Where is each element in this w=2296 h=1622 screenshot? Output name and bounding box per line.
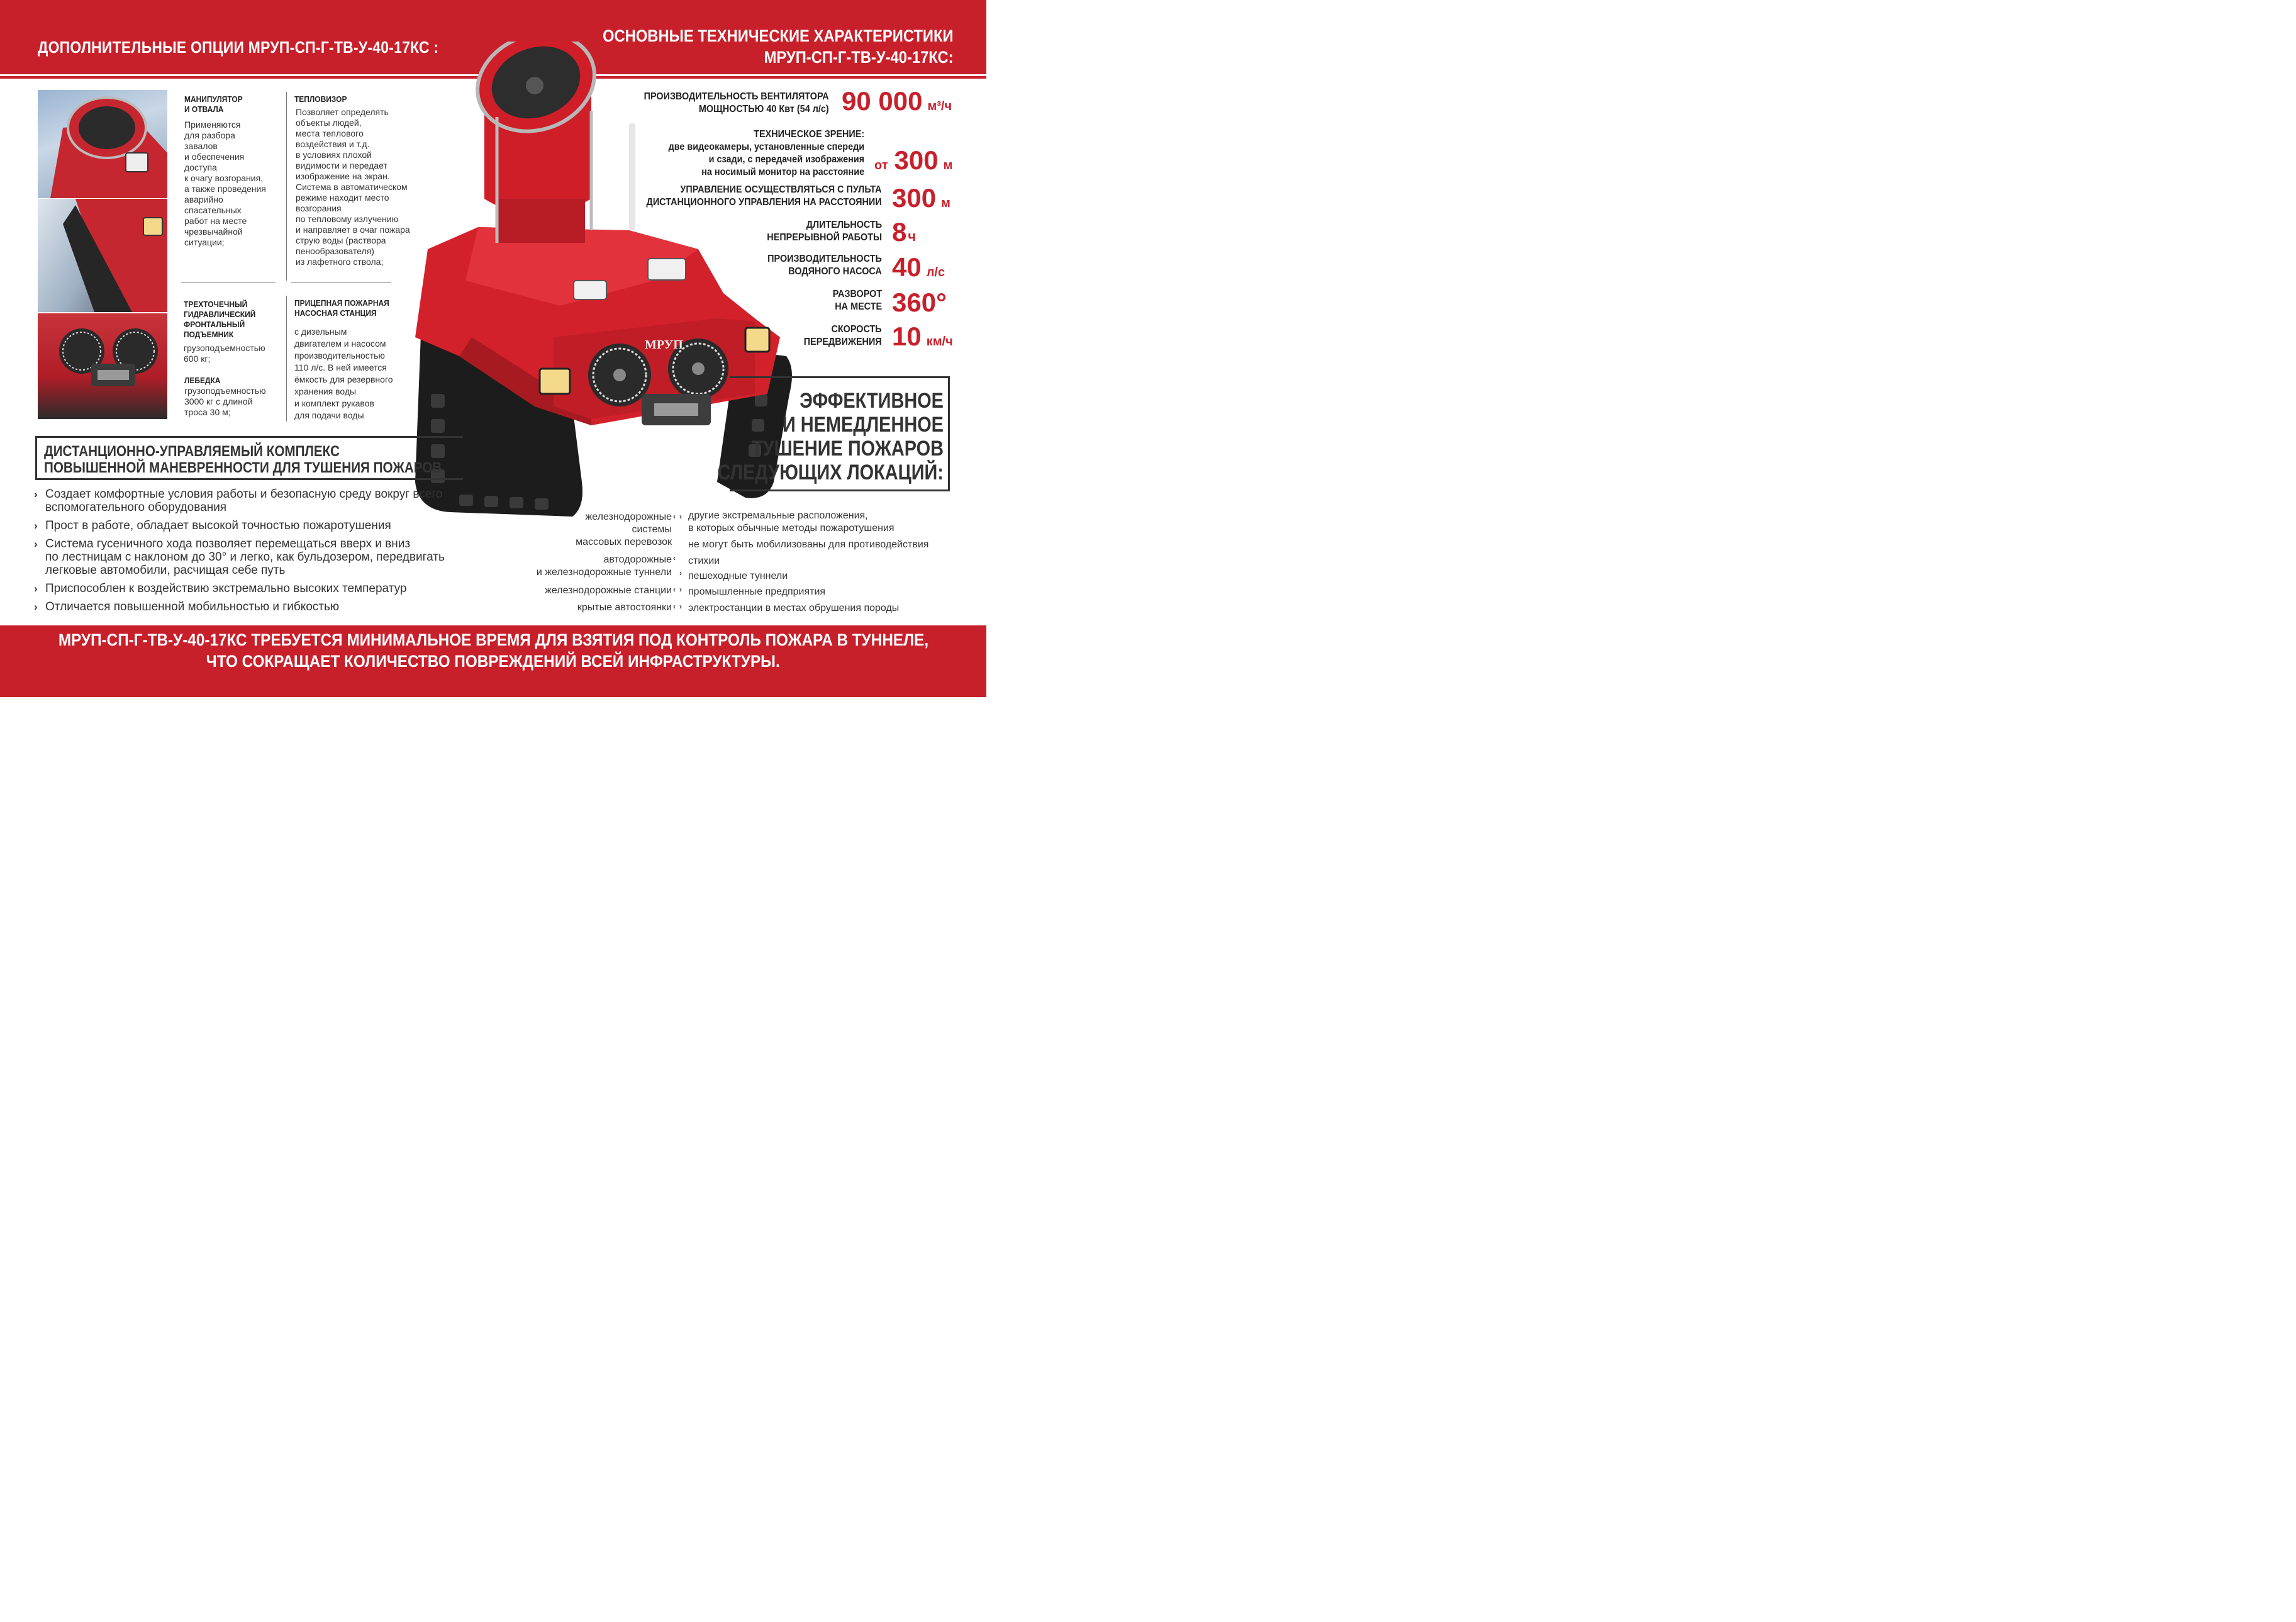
spec-vision-value [874,147,952,179]
lift-line: грузоподъемностью [184,343,265,353]
chevron-left-icon: ‹ [673,554,676,562]
spec-speed-label-line1: СКОРОСТЬ [831,324,882,335]
spec-duration-label-line2: НЕПРЕРЫВНОЙ РАБОТЫ [767,232,882,243]
location-industrial: промышленные предприятия [688,586,826,597]
thermal-title: ТЕПЛОВИЗОР [294,94,347,104]
spec-turn-label [833,288,882,313]
options-divider-vertical-top [286,92,287,281]
spec-pump-label [767,253,882,278]
location-power-plants: электростанции в местах обрушения породы [688,603,900,613]
thermal-line: режиме находит место [296,193,389,203]
manipulator-line: завалов [184,141,218,151]
location-extreme [688,510,928,568]
thermal-line: воздействия и т.д. [296,139,370,149]
winch-text [184,386,266,418]
location-pedestrian: пешеходные туннели [688,571,788,581]
list-item [34,537,487,577]
manipulator-line: а также проведения [184,184,266,194]
spec-remote-number: 300 [892,183,937,213]
lift-title-line: ПОДЪЕМНИК [184,330,234,339]
manipulator-line: для разбора [184,130,235,140]
pump-station-line: с дизельным [294,327,347,337]
photo-front-lift [38,313,167,419]
manipulator-line: ситуации; [184,237,225,247]
manipulator-text [184,120,266,248]
winch-line: грузоподъемностью [184,386,266,396]
effective-line: ЭФФЕКТИВНОЕ [800,389,944,413]
spec-vision-prefix: от [874,159,888,172]
feature-list [34,488,487,618]
spec-turn-label-line2: НА МЕСТЕ [835,301,882,312]
location-right-line: другие экстремальные расположения, [688,510,868,521]
chevron-right-icon: › [679,569,682,578]
chevron-left-icon: ‹ [673,512,676,521]
list-item [34,488,487,514]
manipulator-line: и обеспечения [184,152,245,162]
spec-duration-value [892,219,916,250]
chevron-left-icon: ‹ [673,602,676,611]
manipulator-line: к очагу возгорания, [184,173,264,183]
spec-vision-unit: м [943,159,953,172]
spec-vision-label-line3: и сзади, с передачей изображения [708,154,864,165]
location-stations: железнодорожные станции [545,585,672,596]
spec-speed-label-line2: ПЕРЕДВИЖЕНИЯ [804,337,882,347]
chevron-right-icon: › [34,538,38,550]
chevron-right-icon: › [679,585,682,594]
pump-station-line: 110 л/с. В ней имеется [294,362,387,372]
list-item [34,582,487,595]
spec-fan-number: 90 000 [842,86,923,116]
spec-fan-label-line1: ПРОИЗВОДИТЕЛЬНОСТЬ ВЕНТИЛЯТОРА [644,91,829,102]
fan-left [588,344,651,406]
manipulator-line: спасательных [184,205,242,215]
effective-line: СЛЕДУЮЩИХ ЛОКАЦИЙ: [717,461,944,484]
manipulator-line: чрезвычайной [184,227,243,237]
spec-remote-value [892,185,950,216]
pump-station-line: ёмкость для резервного [294,374,393,384]
spec-vision-number: 300 [894,145,939,175]
lift-title-line: ФРОНТАЛЬНЫЙ [184,320,245,329]
footer-statement [0,629,986,672]
chevron-right-icon: › [679,602,682,611]
location-right-line: стихии [688,556,720,566]
list-item-line: вспомогательного оборудования [45,501,227,514]
manipulator-line: доступа [184,162,217,172]
effective-line: ТУШЕНИЕ ПОЖАРОВ [751,437,944,461]
pump-station-text [294,326,393,422]
options-heading: ДОПОЛНИТЕЛЬНЫЕ ОПЦИИ МРУП-СП-Г-ТВ-У-40-17КС : [38,38,439,57]
pump-station-line: хранения воды [294,386,357,396]
options-divider-vertical-bottom [286,296,287,422]
thermal-line: места теплового [296,128,364,138]
fan-turret [464,42,608,243]
location-rail-systems [576,511,672,549]
spec-speed-label [804,323,882,349]
spec-pump-label-line2: ВОДЯНОГО НАСОСА [788,266,882,277]
thermal-line: объекты людей, [296,118,362,128]
spec-vision-label-line4: на носимый монитор на расстояние [701,167,864,177]
location-left-line: автодорожные [603,554,672,565]
location-right-line: не могут быть мобилизованы для противодействия [688,539,929,550]
manipulator-title-line1: МАНИПУЛЯТОР [184,94,243,104]
thermal-line: возгорания [296,203,342,213]
camera-left [574,281,606,299]
list-item-line: Создает комфортные условия работы и безопасную среду вокруг всего [45,488,443,501]
effective-heading [717,389,944,484]
chevron-right-icon: › [34,488,38,500]
thermal-line: пенообразователя) [296,246,374,256]
spec-remote-label [647,184,882,209]
spec-fan-unit: м³/ч [927,99,952,113]
photo-manipulator [38,90,167,198]
thermal-line: Система в автоматическом [296,182,408,192]
pump-station-line: производительностью [294,350,385,361]
location-left-line: железнодорожные [585,512,672,522]
pump-station-line: двигателем и насосом [294,338,386,349]
thermal-line: по тепловому излучению [296,214,399,224]
spec-duration-label [767,219,882,244]
thermal-line: из лафетного ствола; [296,257,384,267]
manipulator-title-line2: И ОТВАЛА [184,104,224,114]
footer-line1: МРУП-СП-Г-ТВ-У-40-17КС ТРЕБУЕТСЯ МИНИМАЛЬНОЕ ВРЕМЯ ДЛЯ ВЗЯТИЯ ПОД КОНТРОЛЬ ПОЖАРА В ТУННЕЛЕ, [58,630,928,649]
lift-title-line: ГИДРАВЛИЧЕСКИЙ [184,310,256,319]
list-item [34,519,487,532]
lift-line: 600 кг; [184,354,211,364]
list-item [34,600,487,613]
pump-station-title-line2: НАСОСНАЯ СТАНЦИЯ [294,308,377,318]
spec-turn-label-line1: РАЗВОРОТ [832,289,882,299]
manipulator-line: аварийно [184,194,223,204]
location-tunnels [537,554,672,579]
complex-heading [44,444,442,476]
chevron-right-icon: › [679,512,682,521]
list-item-line: Прост в работе, обладает высокой точностью пожаротушения [45,519,391,532]
spec-pump-label-line1: ПРОИЗВОДИТЕЛЬНОСТЬ [767,254,882,264]
thermal-line: в условиях плохой [296,150,372,160]
chevron-left-icon: ‹ [673,585,676,594]
chevron-right-icon: › [34,583,38,595]
list-item-line: Отличается повышенной мобильностью и гибкостью [45,600,340,613]
spec-speed-number: 10 [892,322,922,351]
antenna [629,123,635,230]
lift-text [184,343,265,364]
spec-speed-value [892,323,953,355]
manipulator-title [184,94,243,115]
spec-pump-unit: л/с [926,266,945,279]
location-right-line: в которых обычные методы пожаротушения [688,523,894,534]
thermal-line: Позволяет определять [296,107,389,117]
camera-right [648,259,686,280]
footer-line2: ЧТО СОКРАЩАЕТ КОЛИЧЕСТВО ПОВРЕЖДЕНИЙ ВСЕЙ ИНФРАСТРУКТУРЫ. [206,652,781,671]
specs-heading-line2: МРУП-СП-Г-ТВ-У-40-17КС: [764,48,954,67]
spec-remote-label-line2: ДИСТАНЦИОННОГО УПРАВЛЕНИЯ НА РАССТОЯНИИ [647,197,882,208]
spec-turn-number: 360° [892,288,947,317]
list-item-line: Приспособлен к воздействию экстремально высоких температур [45,582,407,595]
spec-fan-label [644,91,829,116]
lift-title-line: ТРЕХТОЧЕЧНЫЙ [184,299,248,309]
thermal-line: и направляет в очаг пожара [296,225,410,235]
spec-duration-unit: ч [908,228,917,244]
thermal-line: видимости и передает [296,160,387,171]
thermal-line: струю воды (раствора [296,235,386,245]
chevron-right-icon: › [34,520,38,532]
list-item-line: легковые автомобили, расчищая себе путь [45,564,286,577]
chevron-right-icon: › [34,601,38,613]
complex-heading-line1: ДИСТАНЦИОННО-УПРАВЛЯЕМЫЙ КОМПЛЕКС [44,443,340,460]
location-left-line: системы [632,524,672,535]
spec-vision-label-line1: ТЕХНИЧЕСКОЕ ЗРЕНИЕ: [754,129,864,140]
photo-winch-track [38,199,167,312]
list-item-line: по лестницам с наклоном до 30° и легко, как бульдозером, передвигать [45,551,445,564]
effective-line: И НЕМЕДЛЕННОЕ [783,413,944,437]
spec-remote-unit: м [941,196,950,210]
spec-fan-label-line2: МОЩНОСТЬЮ 40 Квт (54 л/с) [699,104,829,115]
spec-pump-number: 40 [892,252,922,282]
manipulator-line: работ на месте [184,216,247,226]
spec-fan-value [842,88,952,120]
robot-label: МРУП [645,338,683,352]
spec-vision-label-line2: две видеокамеры, установленные спереди [668,142,864,152]
spec-speed-unit: км/ч [926,335,953,349]
lift-title [184,299,255,340]
list-item-line: Система гусеничного хода позволяет перемещаться вверх и вниз [45,537,411,551]
pump-station-line: и комплект рукавов [294,398,374,408]
pump-station-title-line1: ПРИЦЕПНАЯ ПОЖАРНАЯ [294,298,389,308]
headlight-left [540,369,570,394]
spec-duration-label-line1: ДЛИТЕЛЬНОСТЬ [806,220,882,230]
pump-station-line: для подачи воды [294,410,364,420]
manipulator-line: Применяются [184,120,241,130]
thermal-line: изображение на экран. [296,171,390,181]
winch-line: троса 30 м; [184,407,231,417]
spec-duration-number: 8 [892,217,907,247]
spec-turn-value [892,289,947,316]
spec-remote-label-line1: УПРАВЛЕНИЕ ОСУЩЕСТВЛЯТЬСЯ С ПУЛЬТА [680,184,882,195]
thermal-text [296,107,410,267]
spec-vision-label [669,128,864,179]
location-parking: крытые автостоянки [577,602,672,613]
winch-line: 3000 кг с длиной [184,396,253,406]
spec-pump-value [892,254,945,286]
winch-title: ЛЕБЕДКА [184,376,221,385]
specs-heading-line1: ОСНОВНЫЕ ТЕХНИЧЕСКИЕ ХАРАКТЕРИСТИКИ [603,26,954,45]
location-left-line: и железнодорожные туннели [536,567,672,578]
complex-heading-line2: ПОВЫШЕННОЙ МАНЕВРЕННОСТИ ДЛЯ ТУШЕНИЯ ПОЖАРОВ [44,459,442,476]
headlight-right [745,328,769,352]
pump-station-title [294,298,389,318]
location-left-line: массовых перевозок [576,537,672,547]
